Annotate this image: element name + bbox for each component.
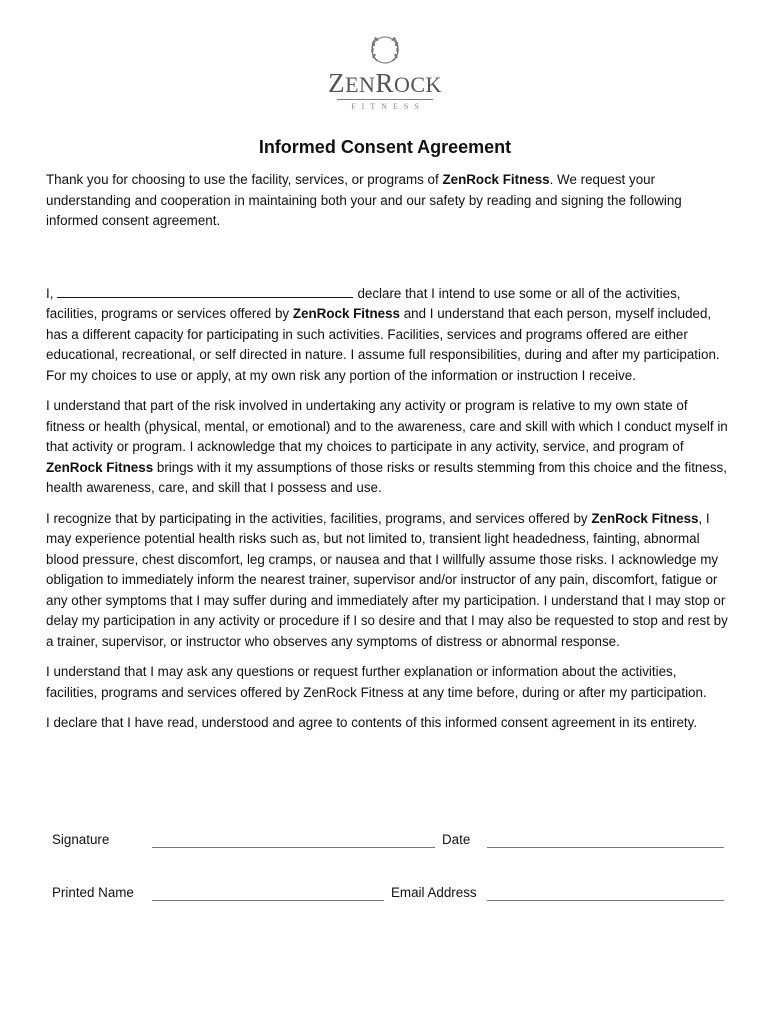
printed-name-label: Printed Name: [52, 885, 134, 900]
leaf-wreath-icon: [365, 30, 405, 70]
page-title: Informed Consent Agreement: [258, 137, 512, 157]
date-label: Date: [442, 832, 471, 847]
email-field[interactable]: [487, 900, 724, 901]
email-label: Email Address: [391, 885, 477, 900]
printed-name-field[interactable]: [152, 900, 384, 901]
brand-tagline: FITNESS: [351, 102, 425, 111]
brand-wordmark: ZENROCK: [328, 68, 442, 98]
date-field[interactable]: [487, 847, 724, 848]
zenrock-logo: [0, 30, 770, 112]
risk-paragraph: I understand that part of the risk involved in undertaking any activity or program is relative to my own state of fitness or health (physical, mental, or emotional) and to the awareness, care and skill with which I conduct myself in that activity or program. I acknowledge that my choices to participate in any activity, service, and program of ZenRock Fitness brings with it my assumptions of those risks or results stemming from this choice and the fitness, health awareness, care, and skill that I possess and use.: [46, 398, 728, 495]
declaration-paragraph: I, declare that I intend to use some or all of the activities, facilities, programs or services offered by ZenRock Fitness and I understand that each person, myself included, has a different capacity for participating in such activities. Facilities, services and programs offered are either educational, recreational, or self directed in nature. I assume full responsibilities, during and after my participation. For my choices to use or apply, at my own risk any portion of the information or instruction I receive.: [46, 285, 720, 383]
signature-row: [52, 830, 724, 854]
signature-label: Signature: [52, 832, 110, 847]
declare-read-paragraph: I declare that I have read, understood and agree to contents of this informed consent agreement in its entirety.: [46, 715, 698, 730]
questions-paragraph: I understand that I may ask any questions or request further explanation or information about the activities, facilities, programs and services offered by ZenRock Fitness at any time before, during or after my participation.: [46, 664, 707, 700]
participant-name-blank[interactable]: [57, 285, 353, 298]
signature-field[interactable]: [152, 847, 435, 848]
brand-divider: [337, 99, 433, 100]
agreement-body: [46, 170, 728, 744]
health-risk-paragraph: I recognize that by participating in the activities, facilities, programs, and services offered by ZenRock Fitness, I may experience potential health risks such as, but not limited to, transient light headedness, fainting, abnormal blood pressure, chest discomfort, leg cramps, or nausea and that I willfully assume those risks. I acknowledge my obligation to immediately inform the nearest trainer, supervisor and/or instructor of any pain, discomfort, fatigue or any other symptoms that I may suffer during and immediately after my participation. I understand that I may stop or delay my participation in any activity or procedure if I so desire and that I may also be requested to stop and rest by a trainer, supervisor, or instructor who observes any symptoms of distress or abnormal response.: [46, 510, 728, 649]
printed-name-row: [52, 883, 724, 907]
intro-paragraph: Thank you for choosing to use the facility, services, or programs of ZenRock Fitness. We request your understanding and cooperation in maintaining both your and our safety by reading and signing the following informed consent agreement.: [46, 172, 682, 228]
